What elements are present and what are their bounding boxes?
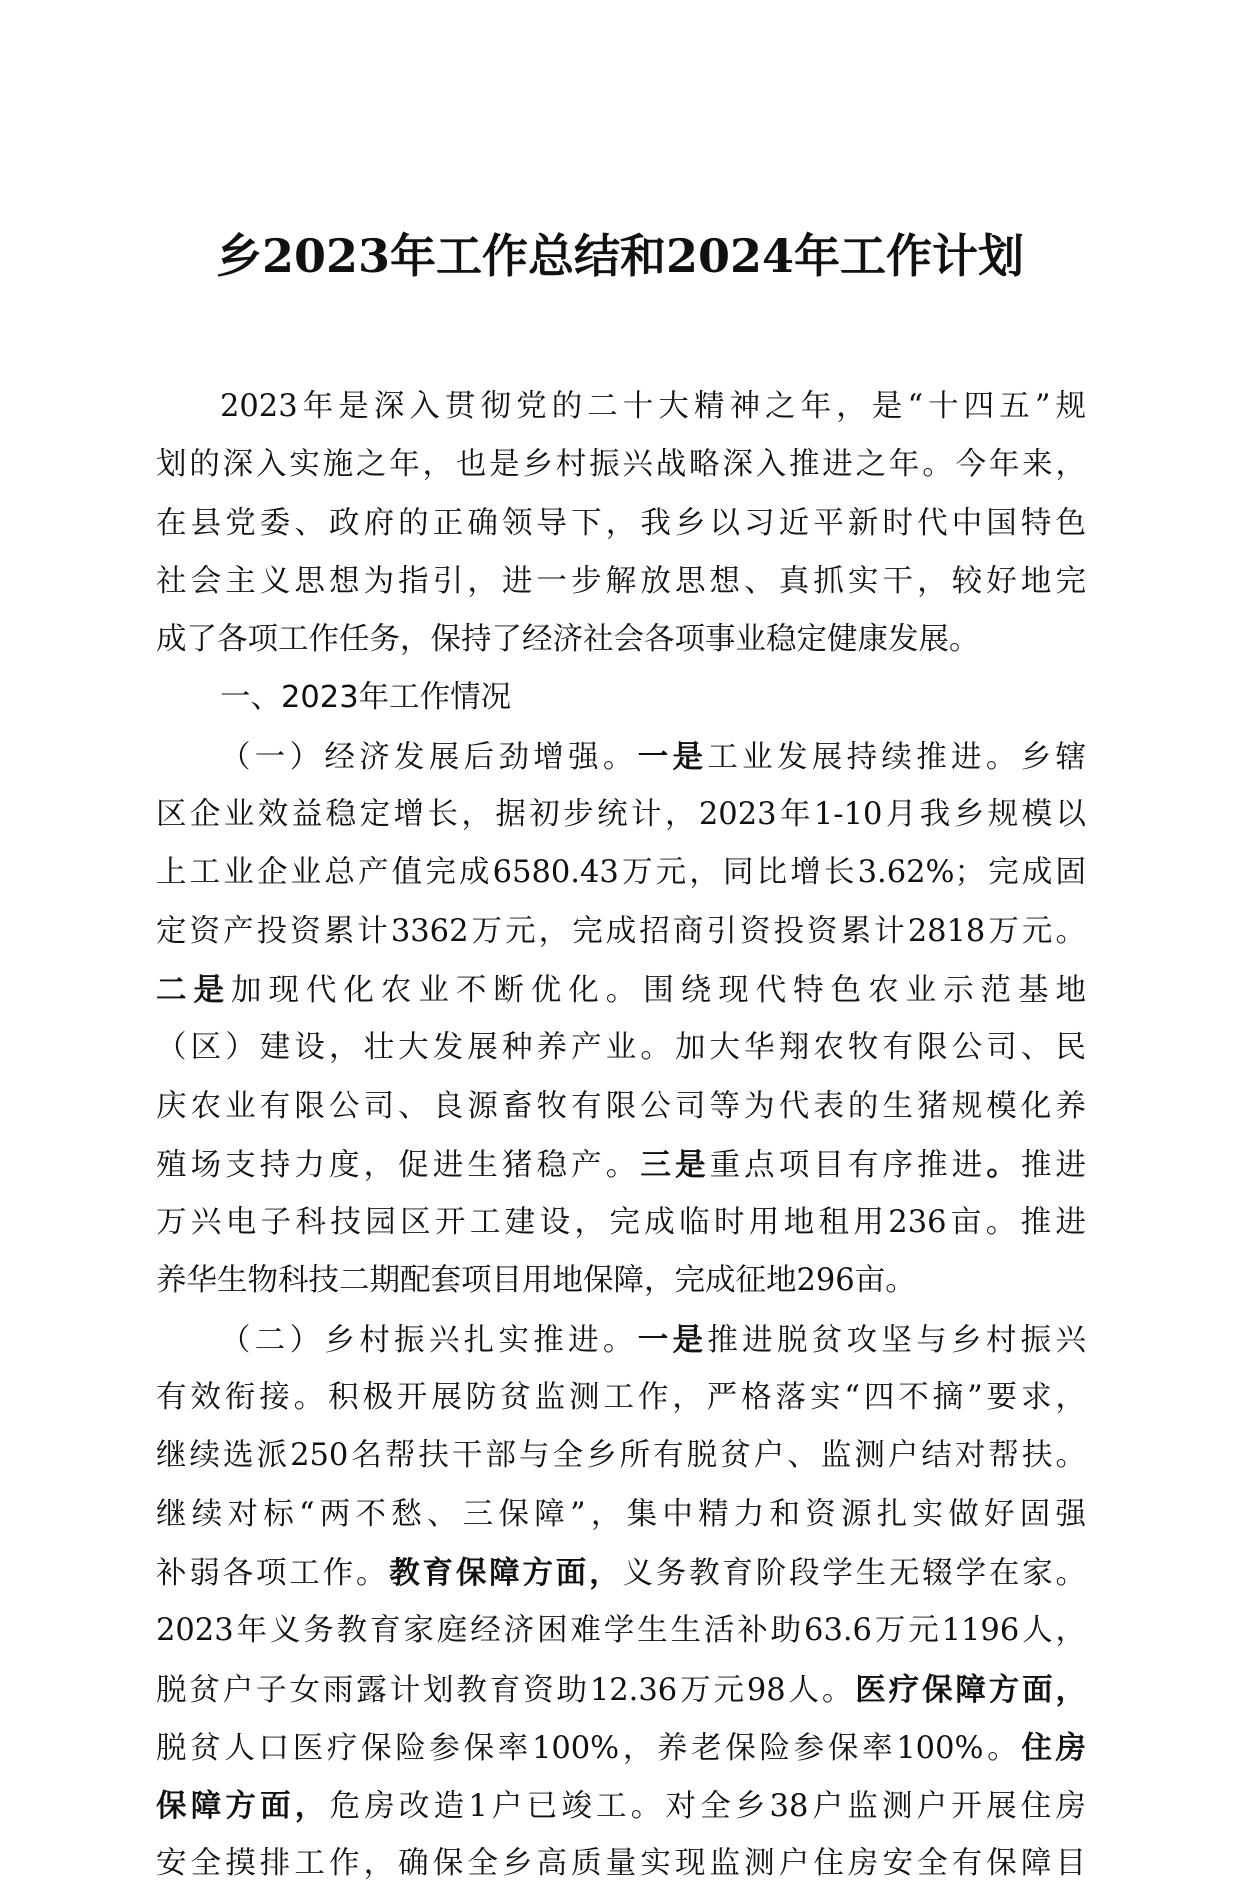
- bold-run: 一是: [637, 738, 708, 775]
- paragraph-line: [156, 1136, 1086, 1194]
- text-run: 安全摸排工作，确保全乡高质量实现监测户住房安全有保障目: [156, 1846, 1086, 1882]
- paragraph-line: [156, 436, 1086, 494]
- text-run: （一）经济发展后劲增强。: [220, 739, 638, 775]
- paragraph-line: [156, 786, 1086, 844]
- bold-run: 教育保障方面，: [389, 1554, 623, 1591]
- text-run: 万兴电子科技园区开工建设，完成临时用地租用236亩。推进: [156, 1205, 1086, 1241]
- text-run: 推进脱贫攻坚与乡村振兴: [707, 1322, 1086, 1358]
- bold-run: 保障方面，: [156, 1788, 330, 1825]
- document-body: [156, 378, 1086, 1894]
- paragraph-line: [156, 1661, 1086, 1719]
- text-run: 有效衔接。积极开展防贫监测工作，严格落实“四不摘”要求，: [156, 1380, 1086, 1416]
- paragraph-line: [156, 1078, 1086, 1136]
- text-run: 成了各项工作任务，保持了经济社会各项事业稳定健康发展。: [156, 622, 980, 658]
- paragraph-line: [156, 844, 1086, 902]
- paragraph-line: [156, 1369, 1086, 1427]
- text-run: 脱贫人口医疗保险参保率100%，养老保险参保率100%。: [156, 1730, 1022, 1766]
- text-run: 社会主义思想为指引，进一步解放思想、真抓实干，较好地完: [156, 563, 1086, 599]
- section-heading: [156, 669, 1086, 727]
- text-run: 继续对标“两不愁、三保障”，集中精力和资源扎实做好固强: [156, 1496, 1086, 1532]
- paragraph-line: [156, 1311, 1086, 1369]
- text-run: 危房改造1户已竣工。对全乡38户监测户开展住房: [329, 1789, 1086, 1825]
- text-run: 在县党委、政府的正确领导下，我乡以习近平新时代中国特色: [156, 505, 1086, 541]
- paragraph-line: [156, 1194, 1086, 1252]
- paragraph-line: [156, 1777, 1086, 1835]
- bold-run: 三是: [640, 1146, 710, 1183]
- text-run: 养华生物科技二期配套项目用地保障，完成征地296亩。: [156, 1263, 916, 1299]
- text-run: 义务教育阶段学生无辍学在家。: [622, 1555, 1087, 1591]
- paragraph-line: [156, 611, 1086, 669]
- text-run: 加现代化农业不断优化。围绕现代特色农业示范基地: [230, 972, 1087, 1008]
- text-run: 2023年是深入贯彻党的二十大精神之年，是“十四五”规: [220, 389, 1086, 424]
- text-run: 继续选派250名帮扶干部与全乡所有脱贫户、监测户结对帮扶。: [156, 1438, 1086, 1474]
- bold-run: 住房: [1021, 1729, 1086, 1766]
- paragraph-line: [156, 1252, 1086, 1310]
- paragraph-line: [156, 553, 1086, 611]
- paragraph-line: [156, 961, 1086, 1019]
- text-run: 殖场支持力度，促进生猪稳产。: [156, 1147, 641, 1183]
- bold-run: 一是: [637, 1321, 708, 1358]
- text-run: 补弱各项工作。: [156, 1555, 390, 1591]
- text-run: 庆农业有限公司、良源畜牧有限公司等为代表的生猪规模化养: [156, 1088, 1086, 1124]
- text-run: （二）乡村振兴扎实推进。: [220, 1322, 638, 1358]
- paragraph-line: [156, 1019, 1086, 1077]
- paragraph-line: [156, 495, 1086, 553]
- paragraph-line: [156, 378, 1086, 436]
- bold-run: 二是: [156, 971, 231, 1008]
- text-run: 区企业效益稳定增长，据初步统计，2023年1-10月我乡规模以: [156, 797, 1086, 833]
- paragraph-line: [156, 1486, 1086, 1544]
- page-title: 乡2023年工作总结和2024年工作计划: [215, 229, 1025, 283]
- text-run: 脱贫户子女雨露计划教育资助12.36万元98人。: [156, 1672, 856, 1708]
- text-run: 定资产投资累计3362万元，完成招商引资投资累计2818万元。: [156, 913, 1086, 949]
- text-run: 划的深入实施之年，也是乡村振兴战略深入推进之年。今年来，: [156, 447, 1086, 483]
- text-run: 重点项目有序推进: [709, 1147, 987, 1183]
- bold-run: 。: [986, 1146, 1021, 1183]
- text-run: 推进: [1020, 1147, 1087, 1183]
- text-run: 工业发展持续推进。乡辖: [707, 739, 1086, 775]
- paragraph-line: [156, 1602, 1086, 1660]
- paragraph-line: [156, 1544, 1086, 1602]
- paragraph-line: [156, 1719, 1086, 1777]
- paragraph-line: [156, 903, 1086, 961]
- paragraph-line: [156, 1835, 1086, 1893]
- bold-run: 医疗保障方面，: [855, 1671, 1086, 1708]
- text-run: （区）建设，壮大发展种养产业。加大华翔农牧有限公司、民: [156, 1030, 1086, 1066]
- paragraph-line: [156, 1427, 1086, 1485]
- text-run: 上工业企业总产值完成6580.43万元，同比增长3.62%；完成固: [156, 855, 1086, 891]
- text-run: 一、2023年工作情况: [220, 680, 512, 716]
- text-run: 2023年义务教育家庭经济困难学生生活补助63.6万元1196人，: [156, 1613, 1086, 1649]
- paragraph-line: [156, 728, 1086, 786]
